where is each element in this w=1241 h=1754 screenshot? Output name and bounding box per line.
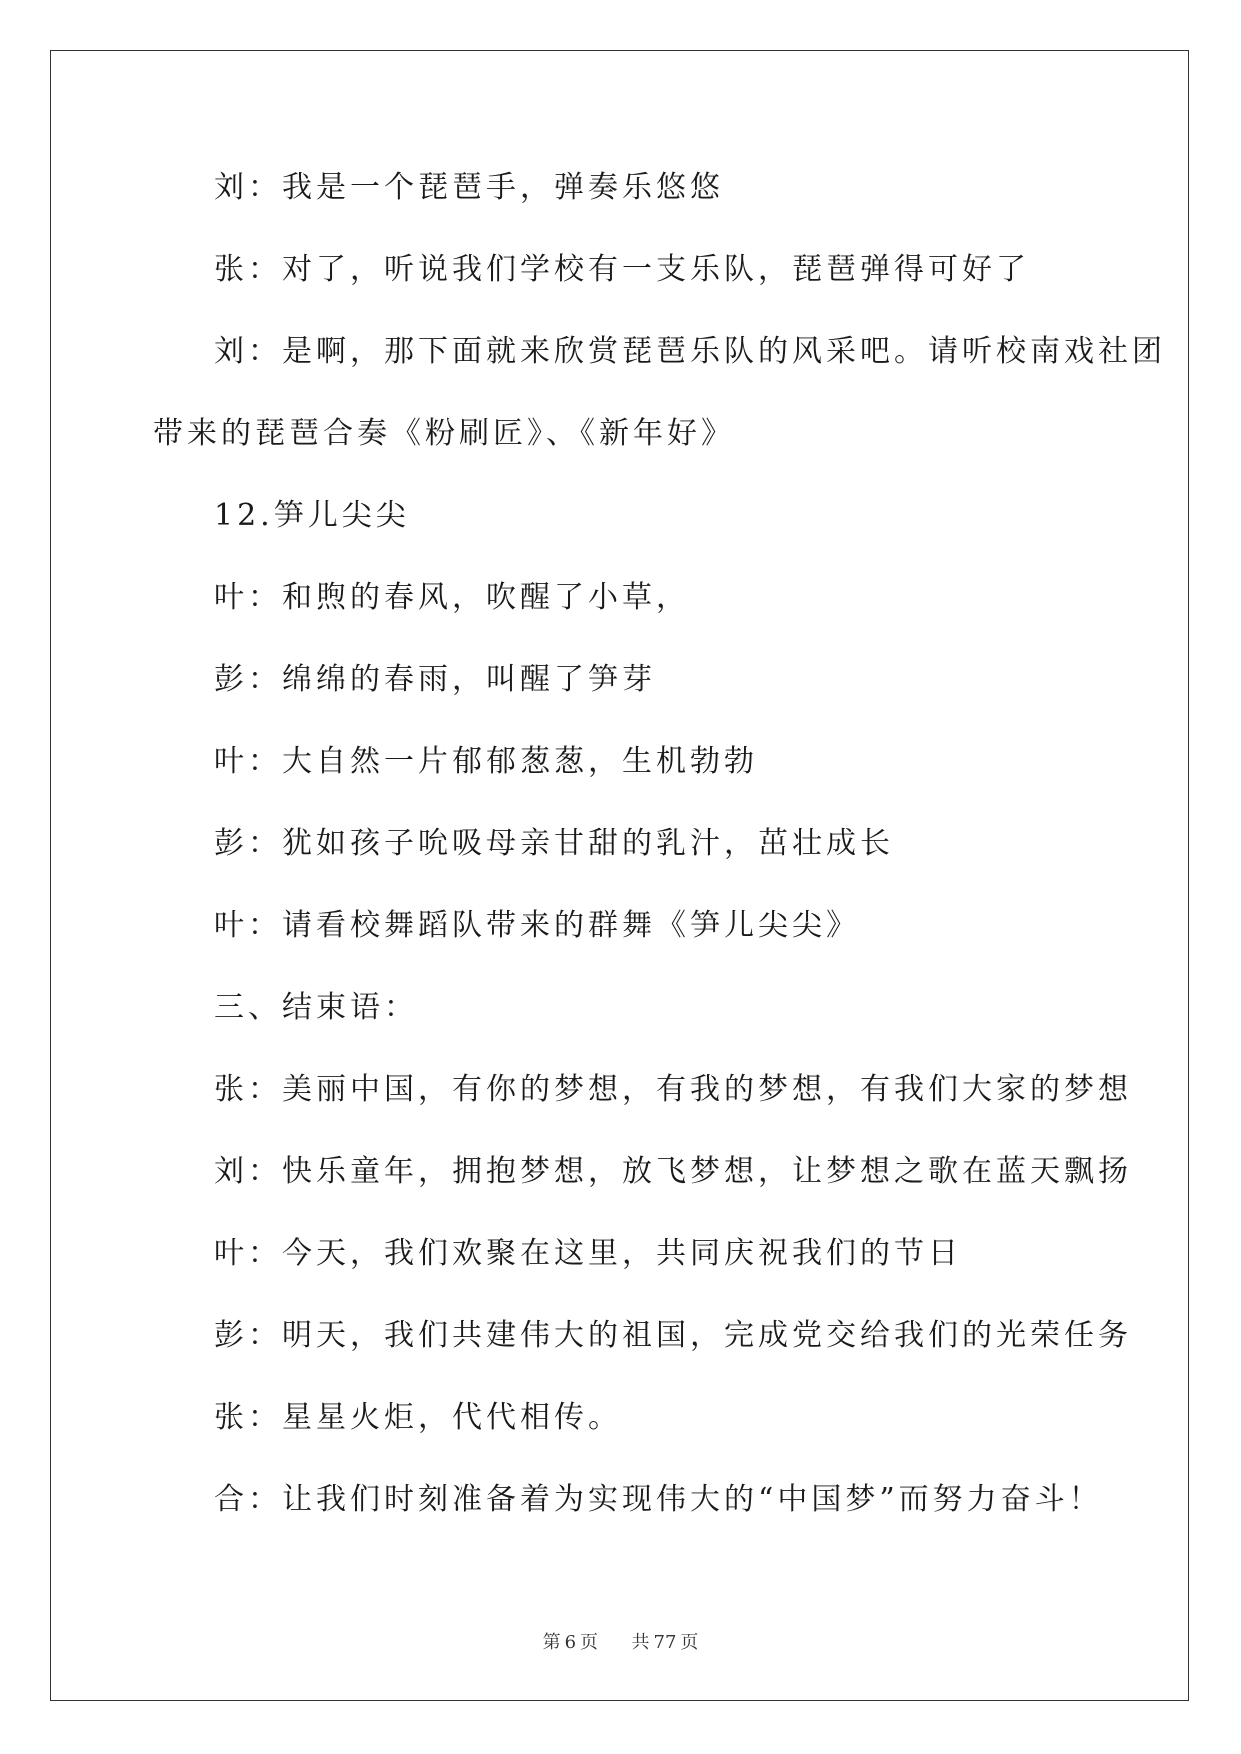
text-line: 彭：绵绵的春雨，叫醒了笋芽 [214,662,656,697]
text-line: 叶：大自然一片郁郁葱葱，生机勃勃 [214,744,758,779]
text-line: 叶：和煦的春风，吹醒了小草， [214,580,690,615]
page-prefix: 第 [542,1632,561,1653]
text-line: 叶：今天，我们欢聚在这里，共同庆祝我们的节日 [214,1236,962,1271]
section-heading: 三、结束语： [214,990,418,1025]
text-line: 叶：请看校舞蹈队带来的群舞《笋儿尖尖》 [214,908,860,943]
text-line: 张：美丽中国，有你的梦想，有我的梦想，有我们大家的梦想 [214,1072,1132,1107]
text-line: 刘：我是一个琵琶手，弹奏乐悠悠 [214,170,724,205]
text-line: 彭：明天，我们共建伟大的祖国，完成党交给我们的光荣任务 [214,1318,1132,1353]
text-line: 张：对了，听说我们学校有一支乐队，琵琶弹得可好了 [214,252,1030,287]
total-suffix: 页 [680,1632,699,1653]
page-suffix: 页 [580,1632,599,1653]
page-footer [0,1628,1241,1654]
total-prefix: 共 [631,1632,650,1653]
page-number: 6 [564,1632,577,1653]
text-line: 彭：犹如孩子吮吸母亲甘甜的乳汁，茁壮成长 [214,826,894,861]
total-pages: 77 [653,1632,677,1653]
text-line: 张：星星火炬，代代相传。 [214,1400,622,1435]
text-line: 带来的琵琶合奏《粉刷匠》、《新年好》 [153,416,735,451]
text-line: 刘：快乐童年，拥抱梦想，放飞梦想，让梦想之歌在蓝天飘扬 [214,1154,1132,1189]
text-line: 合：让我们时刻准备着为实现伟大的“中国梦”而努力奋斗！ [214,1482,1103,1517]
document-body [153,168,1166,1562]
text-line: 刘：是啊，那下面就来欣赏琵琶乐队的风采吧。请听校南戏社团 [214,334,1166,369]
section-heading: 12.笋儿尖尖 [214,498,410,533]
